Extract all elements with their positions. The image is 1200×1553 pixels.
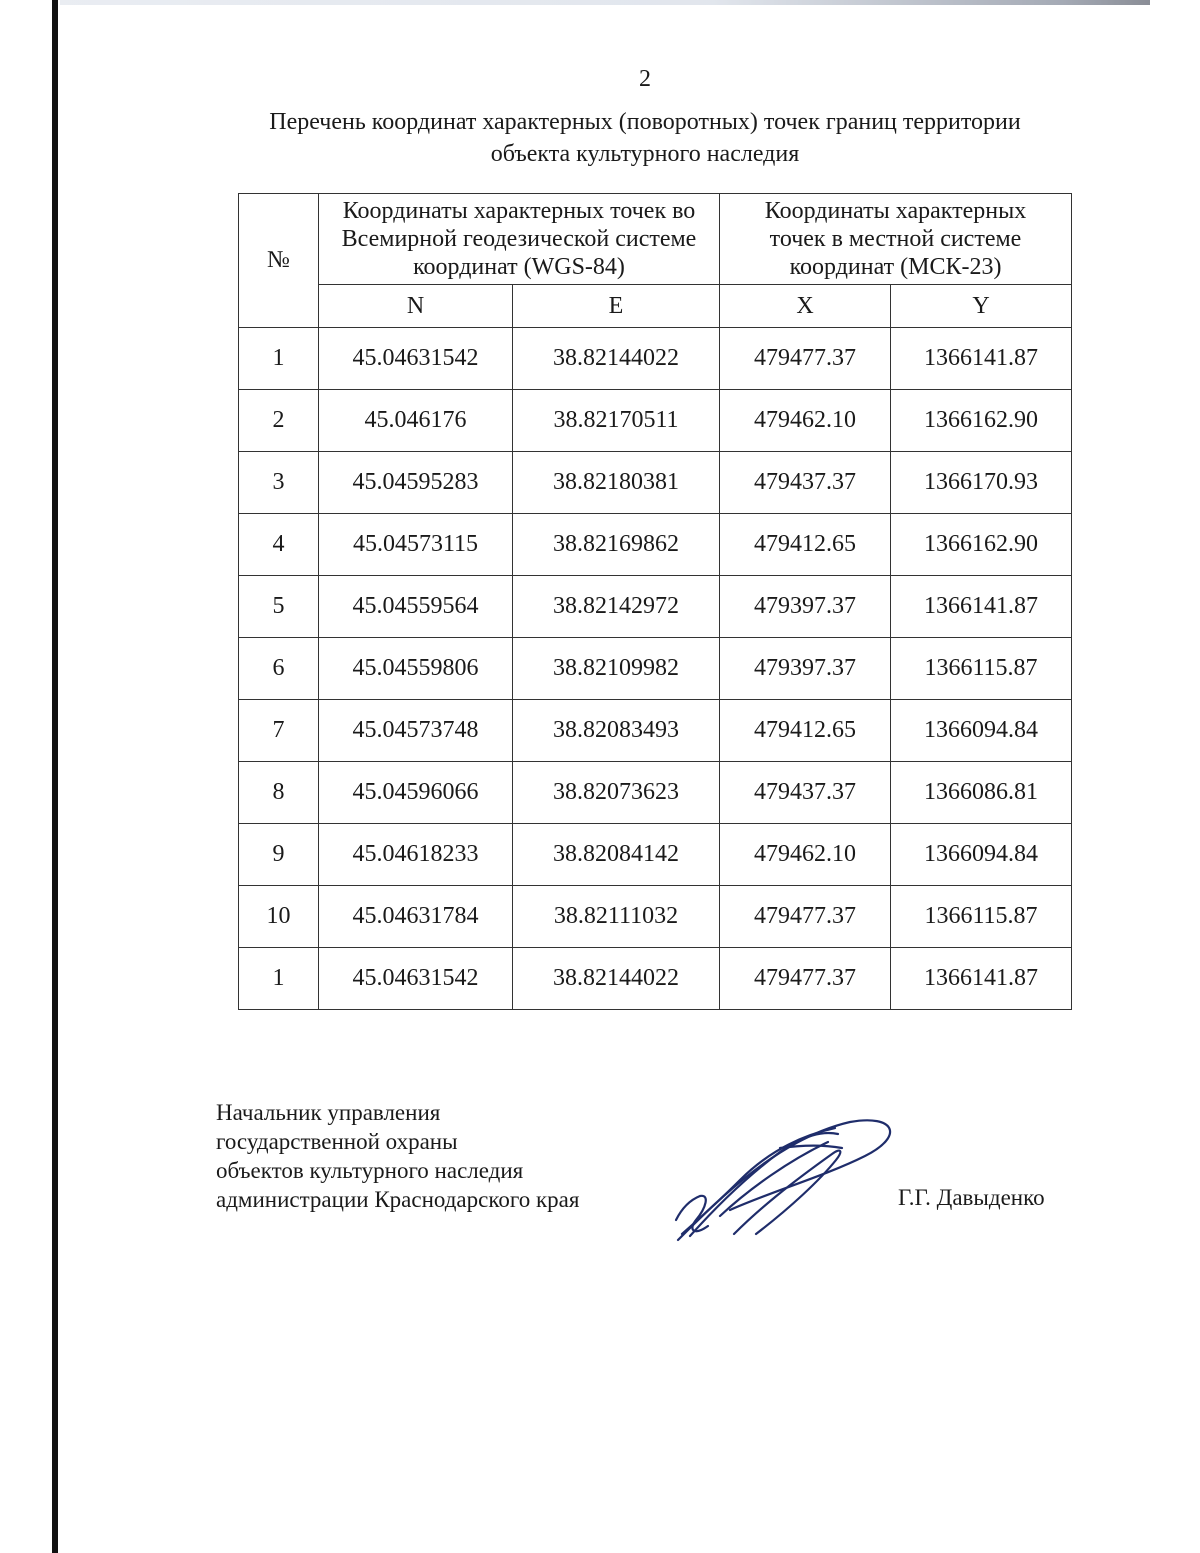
cell-number: 1 xyxy=(239,328,319,390)
cell-n: 45.046176 xyxy=(319,390,513,452)
header-row-groups xyxy=(239,194,1072,285)
cell-x: 479412.65 xyxy=(720,700,891,762)
header-wgs84 xyxy=(319,194,720,285)
cell-y: 1366162.90 xyxy=(891,514,1072,576)
table-row xyxy=(239,948,1072,1010)
header-wgs84-line-2: Всемирной геодезической системе xyxy=(341,226,697,252)
header-wgs84-line-1: Координаты характерных точек во xyxy=(342,198,696,224)
cell-e: 38.82144022 xyxy=(513,948,720,1010)
title-line-1: Перечень координат характерных (поворотных) точек границ территории xyxy=(269,109,1021,135)
header-msk23-line-1: Координаты характерных xyxy=(764,198,1027,224)
cell-number: 7 xyxy=(239,700,319,762)
cell-e: 38.82111032 xyxy=(513,886,720,948)
cell-n: 45.04618233 xyxy=(319,824,513,886)
position-line-3: объектов культурного наследия xyxy=(216,1158,524,1183)
cell-x: 479437.37 xyxy=(720,452,891,514)
cell-number: 4 xyxy=(239,514,319,576)
table-row xyxy=(239,452,1072,514)
cell-y: 1366141.87 xyxy=(891,328,1072,390)
cell-n: 45.04573115 xyxy=(319,514,513,576)
coordinates-table xyxy=(238,193,1072,1010)
position-line-4: администрации Краснодарского края xyxy=(216,1187,580,1212)
cell-e: 38.82083493 xyxy=(513,700,720,762)
cell-number: 1 xyxy=(239,948,319,1010)
cell-y: 1366141.87 xyxy=(891,576,1072,638)
header-row-columns xyxy=(239,285,1072,328)
cell-x: 479462.10 xyxy=(720,390,891,452)
cell-n: 45.04559564 xyxy=(319,576,513,638)
column-header-e: E xyxy=(513,285,720,328)
cell-y: 1366094.84 xyxy=(891,700,1072,762)
column-header-n: N xyxy=(319,285,513,328)
cell-y: 1366162.90 xyxy=(891,390,1072,452)
scan-top-strip xyxy=(60,0,1150,5)
document-title xyxy=(120,106,1170,170)
cell-e: 38.82142972 xyxy=(513,576,720,638)
cell-number: 3 xyxy=(239,452,319,514)
cell-number: 6 xyxy=(239,638,319,700)
position-line-1: Начальник управления xyxy=(216,1100,441,1125)
cell-e: 38.82169862 xyxy=(513,514,720,576)
cell-number: 9 xyxy=(239,824,319,886)
table-row xyxy=(239,638,1072,700)
cell-x: 479397.37 xyxy=(720,638,891,700)
cell-x: 479477.37 xyxy=(720,328,891,390)
cell-y: 1366141.87 xyxy=(891,948,1072,1010)
header-number: № xyxy=(239,194,319,328)
header-msk23-line-2: точек в местной системе xyxy=(769,226,1022,252)
column-header-y: Y xyxy=(891,285,1072,328)
cell-y: 1366170.93 xyxy=(891,452,1072,514)
cell-x: 479477.37 xyxy=(720,948,891,1010)
cell-e: 38.82180381 xyxy=(513,452,720,514)
cell-n: 45.04631542 xyxy=(319,328,513,390)
cell-x: 479412.65 xyxy=(720,514,891,576)
cell-e: 38.82144022 xyxy=(513,328,720,390)
signatory-position xyxy=(216,1098,579,1214)
cell-y: 1366115.87 xyxy=(891,638,1072,700)
table-row xyxy=(239,390,1072,452)
table-row xyxy=(239,328,1072,390)
title-line-2: объекта культурного наследия xyxy=(490,141,800,167)
cell-y: 1366115.87 xyxy=(891,886,1072,948)
cell-x: 479462.10 xyxy=(720,824,891,886)
header-msk23-line-3: координат (МСК-23) xyxy=(789,254,1002,280)
table-row xyxy=(239,576,1072,638)
table-row xyxy=(239,886,1072,948)
cell-x: 479437.37 xyxy=(720,762,891,824)
cell-n: 45.04631542 xyxy=(319,948,513,1010)
cell-y: 1366094.84 xyxy=(891,824,1072,886)
cell-e: 38.82109982 xyxy=(513,638,720,700)
cell-e: 38.82084142 xyxy=(513,824,720,886)
cell-number: 2 xyxy=(239,390,319,452)
position-line-2: государственной охраны xyxy=(216,1129,458,1154)
cell-number: 5 xyxy=(239,576,319,638)
cell-n: 45.04631784 xyxy=(319,886,513,948)
cell-n: 45.04573748 xyxy=(319,700,513,762)
table-body xyxy=(239,328,1072,1010)
page-number: 2 xyxy=(639,66,651,92)
column-header-x: X xyxy=(720,285,891,328)
cell-n: 45.04595283 xyxy=(319,452,513,514)
cell-e: 38.82170511 xyxy=(513,390,720,452)
cell-e: 38.82073623 xyxy=(513,762,720,824)
page-edge-bar xyxy=(52,0,58,1553)
header-msk23 xyxy=(720,194,1072,285)
cell-x: 479397.37 xyxy=(720,576,891,638)
cell-x: 479477.37 xyxy=(720,886,891,948)
header-wgs84-line-3: координат (WGS-84) xyxy=(413,254,625,280)
cell-n: 45.04596066 xyxy=(319,762,513,824)
table-row xyxy=(239,824,1072,886)
cell-y: 1366086.81 xyxy=(891,762,1072,824)
signer-name: Г.Г. Давыденко xyxy=(898,1185,1045,1210)
cell-number: 8 xyxy=(239,762,319,824)
cell-n: 45.04559806 xyxy=(319,638,513,700)
table-row xyxy=(239,762,1072,824)
handwritten-signature xyxy=(660,1108,900,1248)
table-row xyxy=(239,700,1072,762)
cell-number: 10 xyxy=(239,886,319,948)
table-row xyxy=(239,514,1072,576)
table-header xyxy=(239,194,1072,328)
